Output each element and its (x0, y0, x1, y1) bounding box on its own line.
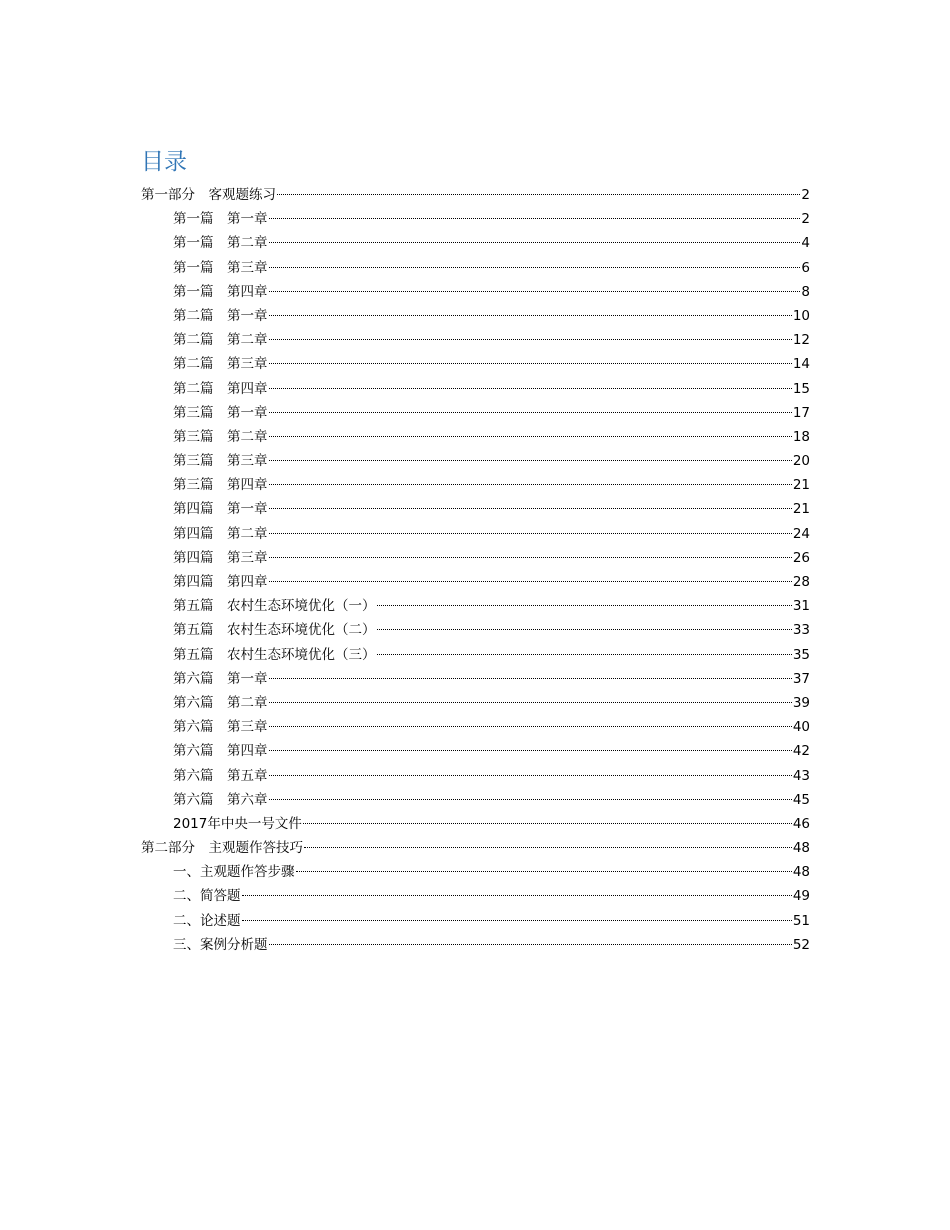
toc-entry[interactable] (141, 570, 810, 594)
toc-entry-text: 第六篇 第四章 (173, 743, 268, 760)
toc-entry-text: 二、简答题 (173, 888, 241, 905)
toc-entry-text: 第一篇 第三章 (173, 259, 268, 276)
toc-entry-text: 第五篇 农村生态环境优化（三） (173, 646, 376, 663)
toc-entry[interactable] (141, 933, 810, 957)
toc-dot-leader (269, 557, 792, 558)
toc-page-number: 20 (792, 453, 810, 470)
toc-entry-text: 第一部分 客观题练习 (141, 187, 276, 203)
toc-dot-leader (269, 267, 801, 268)
toc-entry-text: 二、论述题 (173, 912, 241, 929)
toc-page-number: 17 (792, 404, 810, 421)
toc-dot-leader (269, 436, 792, 437)
toc-entry[interactable] (141, 377, 810, 401)
toc-page-number: 26 (792, 549, 810, 566)
table-of-contents (141, 147, 810, 957)
toc-entry-text: 第三篇 第四章 (173, 477, 268, 494)
toc-page-number: 12 (792, 332, 810, 349)
toc-page-number: 2 (801, 211, 810, 228)
toc-page-number: 28 (792, 574, 810, 590)
toc-entry-text: 第二篇 第二章 (173, 332, 268, 349)
toc-dot-leader (269, 581, 792, 582)
toc-dot-leader (242, 895, 792, 896)
toc-page-number: 39 (792, 694, 810, 711)
toc-entry-text: 2017年中央一号文件 (173, 815, 302, 832)
toc-page-number: 51 (792, 912, 810, 929)
toc-dot-leader (269, 484, 792, 485)
toc-entry[interactable] (141, 836, 810, 860)
toc-dot-leader (296, 871, 792, 872)
toc-entry-text: 第二部分 主观题作答技巧 (141, 840, 303, 857)
toc-list (141, 183, 810, 957)
toc-page-number: 49 (792, 888, 810, 905)
toc-entry-text: 第一篇 第一章 (173, 211, 268, 228)
toc-page-number: 40 (792, 719, 810, 736)
toc-entry[interactable] (141, 449, 810, 473)
toc-entry-text: 三、案例分析题 (173, 936, 268, 953)
toc-entry[interactable] (141, 352, 810, 376)
toc-page-number: 2 (801, 187, 810, 203)
toc-dot-leader (303, 823, 792, 824)
toc-entry-text: 第二篇 第四章 (173, 380, 268, 397)
toc-dot-leader (269, 291, 801, 292)
toc-dot-leader (269, 315, 792, 316)
toc-entry[interactable] (141, 618, 810, 642)
toc-entry[interactable] (141, 812, 810, 836)
toc-entry-text: 第一篇 第四章 (173, 283, 268, 300)
toc-entry[interactable] (141, 667, 810, 691)
toc-entry[interactable] (141, 280, 810, 304)
toc-dot-leader (269, 339, 792, 340)
toc-entry[interactable] (141, 691, 810, 715)
toc-page-number: 48 (792, 864, 810, 881)
toc-entry[interactable] (141, 183, 810, 207)
toc-entry[interactable] (141, 909, 810, 933)
toc-entry[interactable] (141, 304, 810, 328)
toc-entry[interactable] (141, 328, 810, 352)
toc-dot-leader (269, 242, 801, 243)
toc-entry-text: 第五篇 农村生态环境优化（二） (173, 622, 376, 639)
toc-entry[interactable] (141, 788, 810, 812)
toc-entry-text: 第六篇 第一章 (173, 670, 268, 687)
toc-entry[interactable] (141, 425, 810, 449)
toc-entry-text: 第四篇 第一章 (173, 501, 268, 518)
toc-entry[interactable] (141, 715, 810, 739)
toc-page-number: 4 (801, 235, 810, 252)
toc-title: 目录 (141, 149, 187, 175)
toc-entry-text: 第三篇 第三章 (173, 453, 268, 470)
toc-entry-text: 第三篇 第一章 (173, 404, 268, 421)
toc-page-number: 10 (792, 307, 810, 324)
toc-page-number: 6 (801, 259, 810, 276)
toc-entry-text: 第一篇 第二章 (173, 235, 268, 252)
toc-entry-text: 第二篇 第一章 (173, 307, 268, 324)
toc-entry[interactable] (141, 860, 810, 884)
toc-dot-leader (377, 605, 792, 606)
toc-dot-leader (269, 799, 792, 800)
toc-entry[interactable] (141, 522, 810, 546)
toc-entry[interactable] (141, 401, 810, 425)
toc-page-number: 43 (792, 767, 810, 784)
toc-dot-leader (269, 508, 792, 509)
toc-dot-leader (277, 194, 800, 195)
toc-entry[interactable] (141, 256, 810, 280)
toc-entry-text: 第六篇 第五章 (173, 767, 268, 784)
toc-entry[interactable] (141, 643, 810, 667)
toc-page-number: 46 (792, 815, 810, 832)
toc-page-number: 37 (792, 670, 810, 687)
toc-entry-text: 第五篇 农村生态环境优化（一） (173, 598, 376, 615)
toc-entry[interactable] (141, 764, 810, 788)
toc-entry-text: 第三篇 第二章 (173, 428, 268, 445)
toc-page-number: 35 (792, 646, 810, 663)
toc-dot-leader (269, 460, 792, 461)
toc-entry-text: 第六篇 第三章 (173, 719, 268, 736)
toc-entry[interactable] (141, 231, 810, 255)
toc-entry-text: 第二篇 第三章 (173, 356, 268, 373)
toc-dot-leader (269, 218, 801, 219)
toc-dot-leader (377, 629, 792, 630)
toc-entry[interactable] (141, 473, 810, 497)
toc-dot-leader (269, 726, 792, 727)
toc-entry[interactable] (141, 546, 810, 570)
toc-page-number: 52 (792, 936, 810, 953)
toc-dot-leader (269, 775, 792, 776)
toc-page-number: 18 (792, 428, 810, 445)
toc-dot-leader (269, 363, 792, 364)
toc-entry-text: 第六篇 第六章 (173, 791, 268, 808)
toc-dot-leader (269, 412, 792, 413)
toc-dot-leader (269, 678, 792, 679)
toc-dot-leader (304, 847, 792, 848)
toc-entry[interactable] (141, 207, 810, 231)
toc-entry[interactable] (141, 497, 810, 521)
toc-page-number: 15 (792, 380, 810, 397)
toc-dot-leader (269, 533, 792, 534)
toc-entry-text: 一、主观题作答步骤 (173, 864, 295, 881)
toc-dot-leader (269, 702, 792, 703)
toc-page-number: 45 (792, 791, 810, 808)
toc-page-number: 14 (792, 356, 810, 373)
toc-page-number: 42 (792, 743, 810, 760)
toc-page-number: 31 (792, 598, 810, 615)
toc-page-number: 8 (801, 283, 810, 300)
toc-dot-leader (269, 944, 792, 945)
toc-page-number: 21 (792, 501, 810, 518)
toc-entry[interactable] (141, 739, 810, 763)
toc-entry[interactable] (141, 594, 810, 618)
toc-dot-leader (377, 654, 792, 655)
toc-entry-text: 第六篇 第二章 (173, 694, 268, 711)
toc-entry[interactable] (141, 884, 810, 908)
toc-dot-leader (269, 750, 792, 751)
toc-dot-leader (269, 388, 792, 389)
toc-entry-text: 第四篇 第二章 (173, 525, 268, 542)
toc-page-number: 33 (792, 622, 810, 639)
toc-page-number: 24 (792, 525, 810, 542)
toc-page-number: 48 (792, 840, 810, 857)
toc-page-number: 21 (792, 477, 810, 494)
toc-dot-leader (242, 920, 792, 921)
toc-entry-text: 第四篇 第三章 (173, 549, 268, 566)
toc-entry-text: 第四篇 第四章 (173, 574, 268, 590)
